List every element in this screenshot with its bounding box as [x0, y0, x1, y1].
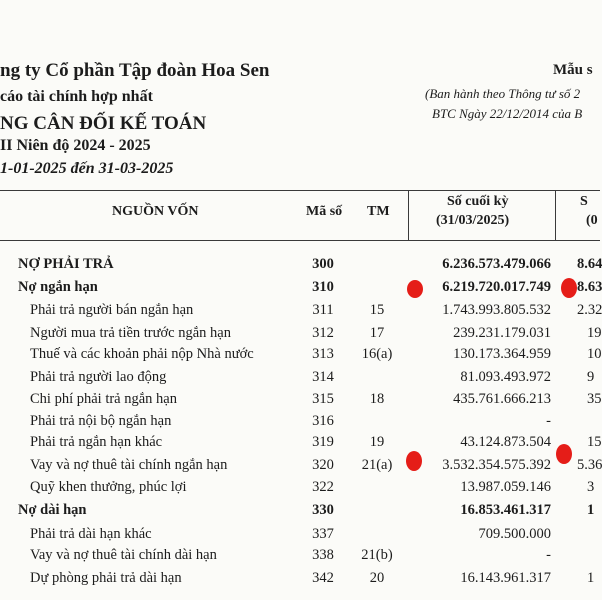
row-note: 18	[369, 391, 385, 407]
row-code: 330	[312, 502, 334, 518]
row-label: Phải trả nội bộ ngắn hạn	[30, 413, 172, 429]
row-begin-value: 1	[587, 570, 595, 586]
row-code: 314	[312, 369, 334, 385]
row-end-value: 239.231.179.031	[453, 325, 551, 341]
table-header-rule	[0, 240, 600, 241]
col-header-end: Số cuối kỳ	[447, 194, 509, 209]
col-header-begin-date: (0	[586, 213, 598, 228]
row-begin-value: 9	[587, 369, 595, 385]
col-header-source: NGUỒN VỐN	[112, 204, 199, 219]
table-top-rule	[0, 190, 600, 191]
row-end-value: 81.093.493.972	[460, 369, 551, 385]
row-label: Dự phòng phải trả dài hạn	[30, 570, 182, 586]
fiscal-period: II Niên độ 2024 - 2025	[0, 137, 151, 154]
highlight-mark	[556, 444, 572, 464]
row-end-value: 435.761.666.213	[453, 391, 551, 407]
issued-by: (Ban hành theo Thông tư số 2	[425, 86, 581, 101]
row-code: 319	[312, 434, 334, 450]
row-label: Vay và nợ thuê tài chính dài hạn	[30, 547, 217, 563]
row-label: Phải trả dài hạn khác	[30, 526, 152, 542]
col-header-end-date: (31/03/2025)	[436, 213, 510, 228]
col-header-note: TM	[367, 204, 390, 219]
row-end-value: 43.124.873.504	[460, 434, 551, 450]
col-header-begin: S	[580, 194, 588, 209]
date-range: 1-01-2025 đến 31-03-2025	[0, 160, 174, 177]
row-note: 21(b)	[361, 547, 393, 563]
row-begin-value: 19	[587, 325, 602, 341]
row-end-value: -	[546, 547, 551, 563]
row-label: Chi phí phải trả ngắn hạn	[30, 391, 177, 407]
row-code: 315	[312, 391, 334, 407]
row-code: 310	[312, 279, 334, 295]
highlight-mark	[561, 278, 577, 298]
row-code: 342	[312, 570, 334, 586]
row-end-value: 130.173.364.959	[453, 346, 551, 362]
row-label: Nợ ngắn hạn	[18, 279, 98, 295]
row-label: Thuế và các khoản phải nộp Nhà nước	[30, 346, 254, 362]
row-note: 15	[369, 302, 385, 318]
row-label: Người mua trả tiền trước ngắn hạn	[30, 325, 231, 341]
row-note: 20	[369, 570, 385, 586]
row-note: 17	[369, 325, 385, 341]
row-end-value: 16.853.461.317	[460, 502, 551, 518]
row-code: 320	[312, 457, 334, 473]
row-end-value: 1.743.993.805.532	[442, 302, 551, 318]
row-end-value: 6.219.720.017.749	[442, 279, 551, 295]
row-note: 21(a)	[361, 457, 393, 473]
row-note: 19	[369, 434, 385, 450]
issued-date: BTC Ngày 22/12/2014 của B	[432, 106, 583, 121]
row-label: Nợ dài hạn	[18, 502, 87, 518]
row-begin-value: 5.36	[577, 457, 602, 473]
row-code: 311	[312, 302, 334, 318]
row-code: 300	[312, 256, 334, 272]
col-header-code: Mã số	[306, 204, 343, 219]
row-end-value: 13.987.059.146	[460, 479, 551, 495]
row-label: Phải trả người lao động	[30, 369, 167, 385]
row-code: 313	[312, 346, 334, 362]
row-begin-value: 8.64	[577, 256, 602, 272]
row-end-value: 6.236.573.479.066	[442, 256, 551, 272]
row-label: NỢ PHẢI TRẢ	[18, 256, 114, 272]
form-label: Mẫu s	[553, 62, 593, 78]
row-end-value: 709.500.000	[478, 526, 551, 542]
statement-title: NG CÂN ĐỐI KẾ TOÁN	[0, 113, 207, 134]
highlight-mark	[406, 451, 422, 471]
row-note: 16(a)	[361, 346, 393, 362]
highlight-mark	[407, 280, 423, 298]
row-begin-value: 35	[587, 391, 602, 407]
company-name: ng ty Cổ phần Tập đoàn Hoa Sen	[0, 60, 270, 81]
row-begin-value: 15	[587, 434, 602, 450]
row-end-value: 3.532.354.575.392	[442, 457, 551, 473]
row-begin-value: 1	[587, 502, 595, 518]
row-code: 312	[312, 325, 334, 341]
report-kind: cáo tài chính hợp nhất	[0, 88, 153, 105]
col-divider	[408, 190, 409, 240]
col-divider	[555, 190, 556, 240]
row-code: 322	[312, 479, 334, 495]
row-end-value: -	[546, 413, 551, 429]
row-code: 337	[312, 526, 334, 542]
row-end-value: 16.143.961.317	[460, 570, 551, 586]
row-begin-value: 8.63	[577, 279, 602, 295]
row-begin-value: 3	[587, 479, 595, 495]
row-begin-value: 10	[587, 346, 602, 362]
row-label: Quỹ khen thưởng, phúc lợi	[30, 479, 187, 495]
row-label: Phải trả người bán ngắn hạn	[30, 302, 194, 318]
row-code: 338	[312, 547, 334, 563]
row-begin-value: 2.32	[577, 302, 602, 318]
row-label: Vay và nợ thuê tài chính ngắn hạn	[30, 457, 228, 473]
row-code: 316	[312, 413, 334, 429]
row-label: Phải trả ngắn hạn khác	[30, 434, 163, 450]
